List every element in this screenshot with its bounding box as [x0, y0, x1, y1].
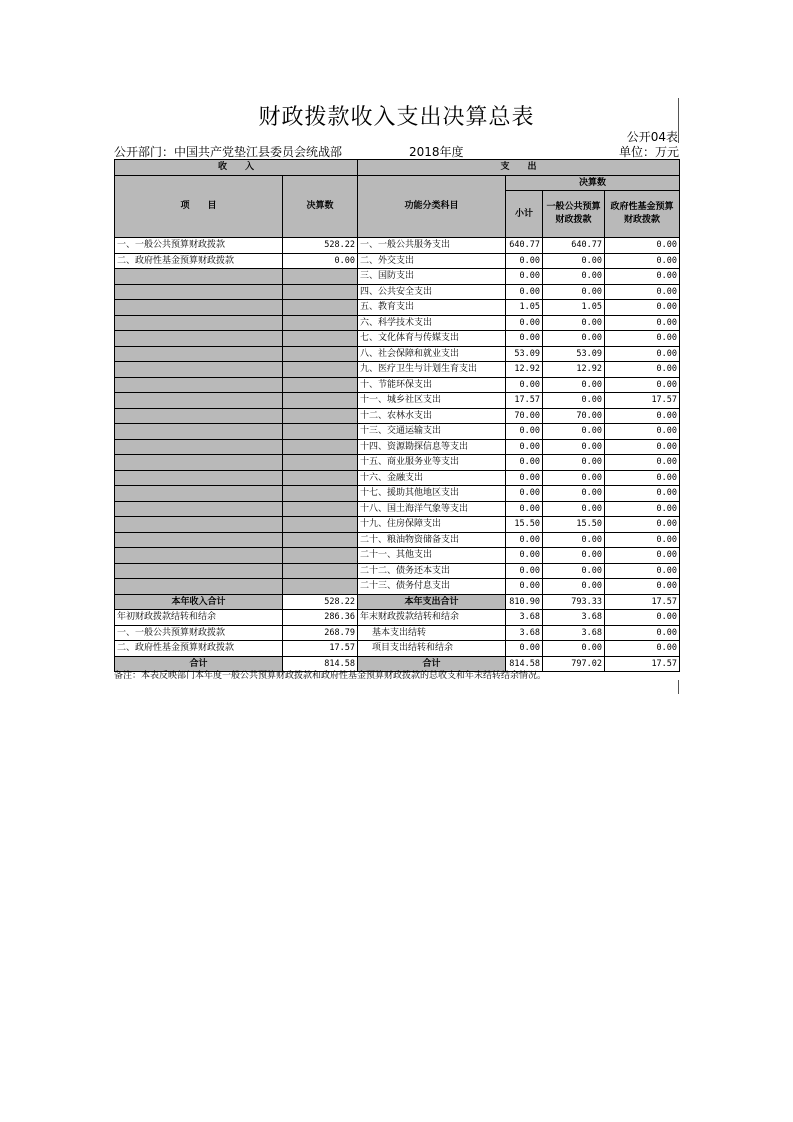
expense-fund: 0.00	[605, 563, 680, 579]
expense-item: 一、一般公共服务支出	[358, 238, 506, 254]
table-row	[115, 284, 680, 300]
total-sub: 814.58	[506, 656, 543, 672]
expense-item: 二十二、债务还本支出	[358, 563, 506, 579]
expense-item: 十二、农林水支出	[358, 408, 506, 424]
fund-header: 政府性基金预算财政拨款	[605, 191, 680, 238]
expense-fund: 0.00	[605, 284, 680, 300]
income-item	[115, 377, 283, 393]
expense-item: 六、科学技术支出	[358, 315, 506, 331]
expense-general: 0.00	[543, 470, 605, 486]
basic-row	[115, 625, 680, 641]
margin-line-bottom	[678, 680, 679, 694]
income-item	[115, 501, 283, 517]
income-item	[115, 315, 283, 331]
income-amount	[283, 331, 358, 347]
expense-item: 五、教育支出	[358, 300, 506, 316]
income-item	[115, 470, 283, 486]
expense-item: 二十、粮油物资储备支出	[358, 532, 506, 548]
end-label: 年末财政拨款结转和结余	[358, 610, 506, 626]
income-item	[115, 486, 283, 502]
expense-subtotal: 53.09	[506, 346, 543, 362]
expense-item: 二、外交支出	[358, 253, 506, 269]
expense-general: 0.00	[543, 579, 605, 595]
expense-subtotal: 15.50	[506, 517, 543, 533]
expense-subtotal: 0.00	[506, 532, 543, 548]
income-amount	[283, 269, 358, 285]
income-item	[115, 269, 283, 285]
income-item	[115, 439, 283, 455]
income-amount: 0.00	[283, 253, 358, 269]
begin-amount: 286.36	[283, 610, 358, 626]
expense-subtotal: 17.57	[506, 393, 543, 409]
expense-fund: 0.00	[605, 517, 680, 533]
end-sub: 3.68	[506, 610, 543, 626]
income-item	[115, 408, 283, 424]
table-row	[115, 331, 680, 347]
expense-subtotal: 0.00	[506, 331, 543, 347]
expense-fund: 0.00	[605, 439, 680, 455]
table-body	[115, 160, 680, 595]
table-row	[115, 377, 680, 393]
income-item	[115, 362, 283, 378]
income-item	[115, 346, 283, 362]
total-gen: 797.02	[543, 656, 605, 672]
begin-fund-label: 二、政府性基金预算财政拨款	[115, 641, 283, 657]
expense-item: 八、社会保障和就业支出	[358, 346, 506, 362]
expense-fund: 0.00	[605, 470, 680, 486]
income-item	[115, 563, 283, 579]
table-row	[115, 315, 680, 331]
expense-subtotal: 0.00	[506, 548, 543, 564]
expense-subtotal: 0.00	[506, 253, 543, 269]
expense-subtotal: 0.00	[506, 284, 543, 300]
project-sub: 0.00	[506, 641, 543, 657]
income-item: 二、政府性基金预算财政拨款	[115, 253, 283, 269]
expense-item: 七、文化体育与传媒支出	[358, 331, 506, 347]
year-expense-fund: 17.57	[605, 594, 680, 610]
expense-fund: 0.00	[605, 424, 680, 440]
expense-fund: 0.00	[605, 486, 680, 502]
expense-general: 70.00	[543, 408, 605, 424]
table-row	[115, 501, 680, 517]
expense-general: 0.00	[543, 331, 605, 347]
income-amount	[283, 501, 358, 517]
expense-fund: 0.00	[605, 362, 680, 378]
table-row	[115, 563, 680, 579]
year-income-label: 本年收入合计	[115, 594, 283, 610]
expense-item: 二十一、其他支出	[358, 548, 506, 564]
expense-fund: 0.00	[605, 501, 680, 517]
income-amount	[283, 548, 358, 564]
income-item	[115, 331, 283, 347]
expense-header: 支 出	[358, 160, 680, 176]
expense-fund: 0.00	[605, 300, 680, 316]
expense-fund: 0.00	[605, 346, 680, 362]
table-row	[115, 532, 680, 548]
income-amount	[283, 579, 358, 595]
expense-fund: 0.00	[605, 408, 680, 424]
year-income: 528.22	[283, 594, 358, 610]
general-header: 一般公共预算财政拨款	[543, 191, 605, 238]
income-amount	[283, 424, 358, 440]
year-expense-gen: 793.33	[543, 594, 605, 610]
expense-general: 15.50	[543, 517, 605, 533]
expense-item: 十五、商业服务业等支出	[358, 455, 506, 471]
income-amount	[283, 377, 358, 393]
table-row	[115, 486, 680, 502]
income-amount	[283, 517, 358, 533]
expense-item: 四、公共安全支出	[358, 284, 506, 300]
expense-general: 0.00	[543, 548, 605, 564]
table-meta	[114, 143, 679, 157]
footnote: 备注：本表反映部门本年度一般公共预算财政拨款和政府性基金预算财政拨款的总收支和年末结转结余情况。	[114, 671, 547, 681]
income-amount	[283, 300, 358, 316]
table-row	[115, 253, 680, 269]
expense-subtotal: 640.77	[506, 238, 543, 254]
header-row-1	[115, 160, 680, 176]
expense-general: 0.00	[543, 501, 605, 517]
expense-item: 十一、城乡社区支出	[358, 393, 506, 409]
expense-subtotal: 0.00	[506, 455, 543, 471]
expense-item: 三、国防支出	[358, 269, 506, 285]
total-fund: 17.57	[605, 656, 680, 672]
table-row	[115, 238, 680, 254]
income-item	[115, 424, 283, 440]
table-row	[115, 408, 680, 424]
unit-label: 单位：万元	[618, 145, 679, 159]
final-header: 决算数	[506, 175, 680, 191]
expense-fund: 0.00	[605, 455, 680, 471]
begin-gen-amount: 268.79	[283, 625, 358, 641]
table-row	[115, 362, 680, 378]
expense-fund: 0.00	[605, 253, 680, 269]
expense-subtotal: 0.00	[506, 377, 543, 393]
income-amount	[283, 439, 358, 455]
expense-subtotal: 0.00	[506, 315, 543, 331]
expense-general: 0.00	[543, 269, 605, 285]
income-item	[115, 300, 283, 316]
expense-general: 0.00	[543, 377, 605, 393]
total-label-left: 合计	[115, 656, 283, 672]
income-amount	[283, 362, 358, 378]
income-amount	[283, 486, 358, 502]
basic-fund: 0.00	[605, 625, 680, 641]
amount-header: 决算数	[283, 175, 358, 238]
expense-general: 0.00	[543, 563, 605, 579]
expense-general: 0.00	[543, 439, 605, 455]
project-gen: 0.00	[543, 641, 605, 657]
expense-general: 0.00	[543, 284, 605, 300]
department-label: 公开部门：中国共产党垫江县委员会统战部	[114, 145, 343, 159]
expense-item: 九、医疗卫生与计划生育支出	[358, 362, 506, 378]
project-fund: 0.00	[605, 641, 680, 657]
balance-row	[115, 610, 680, 626]
table-row	[115, 300, 680, 316]
income-item	[115, 548, 283, 564]
expense-item: 十七、援助其他地区支出	[358, 486, 506, 502]
basic-label: 基本支出结转	[358, 625, 506, 641]
end-fund: 0.00	[605, 610, 680, 626]
expense-fund: 0.00	[605, 579, 680, 595]
total-left: 814.58	[283, 656, 358, 672]
expense-general: 53.09	[543, 346, 605, 362]
basic-sub: 3.68	[506, 625, 543, 641]
income-amount	[283, 563, 358, 579]
table-row	[115, 269, 680, 285]
expense-subtotal: 0.00	[506, 439, 543, 455]
begin-gen-label: 一、一般公共预算财政拨款	[115, 625, 283, 641]
subtotal-header: 小计	[506, 191, 543, 238]
basic-gen: 3.68	[543, 625, 605, 641]
income-amount: 528.22	[283, 238, 358, 254]
expense-item: 十八、国土海洋气象等支出	[358, 501, 506, 517]
expense-fund: 0.00	[605, 269, 680, 285]
income-item	[115, 532, 283, 548]
expense-fund: 0.00	[605, 331, 680, 347]
table-row	[115, 424, 680, 440]
expense-general: 0.00	[543, 393, 605, 409]
expense-subtotal: 1.05	[506, 300, 543, 316]
table-row	[115, 439, 680, 455]
project-label: 项目支出结转和结余	[358, 641, 506, 657]
expense-subtotal: 0.00	[506, 563, 543, 579]
year-label: 2018年度	[409, 145, 464, 159]
expense-item: 十六、金融支出	[358, 470, 506, 486]
income-amount	[283, 470, 358, 486]
year-expense-sub: 810.90	[506, 594, 543, 610]
income-item	[115, 455, 283, 471]
income-amount	[283, 346, 358, 362]
expense-subtotal: 0.00	[506, 470, 543, 486]
expense-subtotal: 0.00	[506, 579, 543, 595]
expense-general: 12.92	[543, 362, 605, 378]
end-gen: 3.68	[543, 610, 605, 626]
budget-table	[114, 159, 680, 672]
income-amount	[283, 408, 358, 424]
income-item	[115, 579, 283, 595]
income-item: 一、一般公共预算财政拨款	[115, 238, 283, 254]
table-row	[115, 346, 680, 362]
item-header: 项 目	[115, 175, 283, 238]
income-amount	[283, 315, 358, 331]
income-amount	[283, 532, 358, 548]
table-row	[115, 470, 680, 486]
form-number: 公开04表	[626, 130, 678, 144]
expense-fund: 0.00	[605, 315, 680, 331]
expense-item: 十、节能环保支出	[358, 377, 506, 393]
income-item	[115, 517, 283, 533]
income-amount	[283, 455, 358, 471]
table-row	[115, 579, 680, 595]
expense-fund: 0.00	[605, 548, 680, 564]
page-title: 财政拨款收入支出决算总表	[258, 105, 535, 130]
expense-subtotal: 12.92	[506, 362, 543, 378]
expense-item: 十四、资源勘探信息等支出	[358, 439, 506, 455]
expense-subtotal: 70.00	[506, 408, 543, 424]
expense-general: 640.77	[543, 238, 605, 254]
expense-general: 0.00	[543, 424, 605, 440]
expense-item: 十九、住房保障支出	[358, 517, 506, 533]
income-item	[115, 393, 283, 409]
func-header: 功能分类科目	[358, 175, 506, 238]
summary-body	[115, 594, 680, 672]
income-amount	[283, 393, 358, 409]
expense-fund: 0.00	[605, 377, 680, 393]
expense-general: 0.00	[543, 532, 605, 548]
expense-subtotal: 0.00	[506, 486, 543, 502]
total-label-right: 合计	[358, 656, 506, 672]
income-header: 收 入	[115, 160, 358, 176]
expense-item: 二十三、债务付息支出	[358, 579, 506, 595]
expense-item: 十三、交通运输支出	[358, 424, 506, 440]
table-row	[115, 517, 680, 533]
income-item	[115, 284, 283, 300]
expense-subtotal: 0.00	[506, 501, 543, 517]
expense-subtotal: 0.00	[506, 269, 543, 285]
expense-fund: 0.00	[605, 532, 680, 548]
expense-general: 0.00	[543, 486, 605, 502]
year-total-row	[115, 594, 680, 610]
expense-general: 0.00	[543, 455, 605, 471]
expense-subtotal: 0.00	[506, 424, 543, 440]
income-amount	[283, 284, 358, 300]
expense-general: 0.00	[543, 315, 605, 331]
expense-general: 1.05	[543, 300, 605, 316]
table-row	[115, 548, 680, 564]
year-expense-label: 本年支出合计	[358, 594, 506, 610]
begin-label: 年初财政拨款结转和结余	[115, 610, 283, 626]
expense-general: 0.00	[543, 253, 605, 269]
begin-fund-amount: 17.57	[283, 641, 358, 657]
header-row-2	[115, 175, 680, 191]
expense-fund: 17.57	[605, 393, 680, 409]
table-row	[115, 455, 680, 471]
table-row	[115, 393, 680, 409]
expense-fund: 0.00	[605, 238, 680, 254]
project-row	[115, 641, 680, 657]
